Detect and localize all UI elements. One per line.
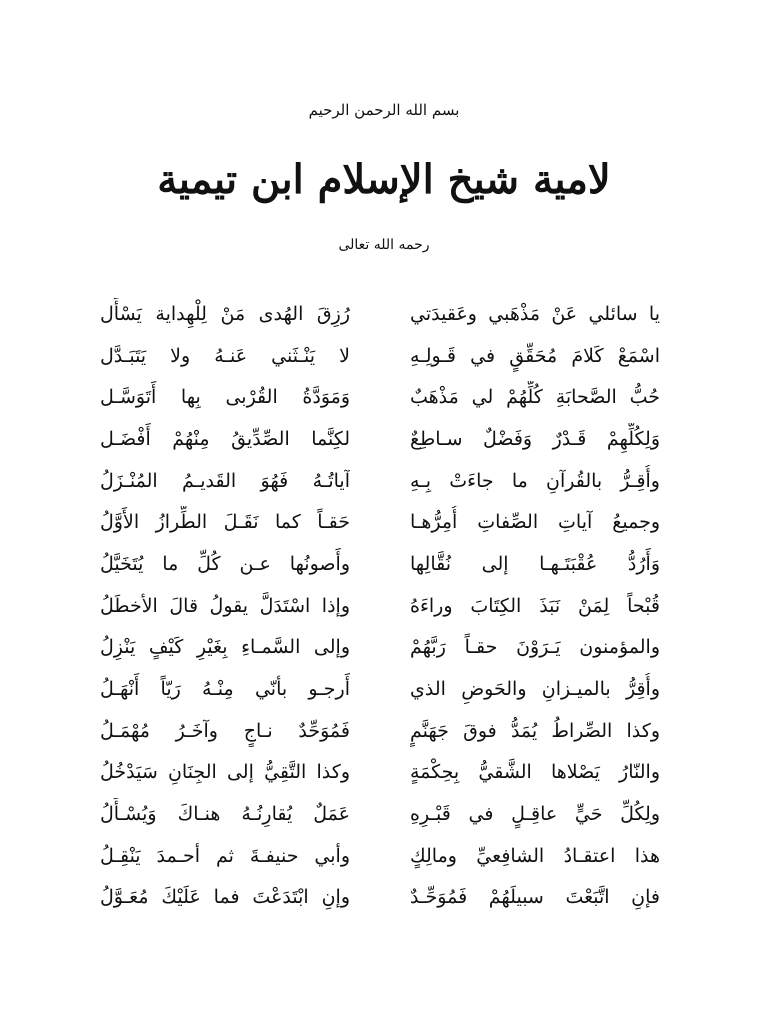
verse	[100, 460, 660, 502]
verse	[100, 376, 660, 418]
verse	[100, 293, 660, 335]
verse	[100, 710, 660, 752]
verse	[100, 543, 660, 585]
verse-first-half: وأُقِرُّ بالميـزانِ والحَوضِ الذي	[410, 678, 660, 701]
verse-second-half: لا يَنْـثَني عَنـهُ ولا يَتَبَـدَّل	[100, 344, 350, 367]
verse-second-half: وَمَوَدَّةُ القُرْبى بِها أَتَوَسَّـل	[100, 386, 350, 409]
verse	[100, 835, 660, 877]
verse-first-half: يا سائلي عَنْ مَذْهَبي وعَقيدَتي	[410, 302, 660, 325]
verse	[100, 585, 660, 627]
poem	[100, 293, 660, 918]
verse-second-half: عَمَلٌ يُقارِنُـهُ هنـاكَ وَيُسْـأَلُ	[100, 803, 350, 826]
verse	[100, 418, 660, 460]
verse	[100, 627, 660, 669]
verse-second-half: وإنِ ابْتَدَعْتَ فما عَلَيْكَ مُعَـوَّلُ	[100, 886, 350, 909]
verse	[100, 501, 660, 543]
verse	[100, 335, 660, 377]
verse-second-half: وإلى السَّمـاءِ بِغَيْرِ كَيْفٍ يَنْزِلُ	[100, 636, 350, 659]
verse	[100, 793, 660, 835]
verse	[100, 668, 660, 710]
verse-first-half: وجميعُ آياتِ الصِّفاتِ أُمِرُّهـا	[410, 511, 660, 534]
author-dua: رحمه الله تعالى	[338, 237, 430, 253]
verse-first-half: فإنِ اتَّبَعْتَ سبيلَهُمْ فَمُوَحِّـدٌ	[410, 886, 660, 909]
verse-second-half: وأبي حنيفـةَ ثم أحـمدَ يَنْقِـلُ	[100, 844, 350, 867]
verse-second-half: آياتُـهُ فَهُوَ القَديـمُ المُنْـزَلُ	[100, 469, 350, 492]
basmala: بسم الله الرحمن الرحيم	[308, 101, 460, 119]
verse-second-half: فَمُوَحِّدٌ نـاجٍ وآخَـرُ مُهْمَـلُ	[100, 719, 350, 742]
verse-first-half: وكذا الصِّراطُ يُمَدُّ فوقَ جَهَنَّمٍ	[410, 719, 660, 742]
verse-first-half: حُبُّ الصَّحابَةِ كُلِّهُمْ لي مَذْهَبٌ	[410, 386, 660, 409]
verse-second-half: أَرجـو بأنّي مِنْـهُ رَيّاً أَنْهَـلُ	[100, 678, 350, 701]
verse-first-half: اسْمَعْ كَلامَ مُحَقِّقٍ في قَـولِـهِ	[410, 344, 660, 367]
verse-second-half: وكذا التَّقِيُّ إلى الجِنَانِ سَيَدْخُلُ	[100, 761, 350, 784]
page-title: لامية شيخ الإسلام ابن تيمية	[157, 156, 611, 203]
verse-second-half: رُزِقَ الهُدى مَنْ لِلْهِداية يَسْأَل	[100, 302, 350, 325]
verse-first-half: والنّارُ يَصْلاها الشَّقيُّ بِحِكْمَةٍ	[410, 761, 660, 784]
verse	[100, 752, 660, 794]
verse-first-half: وَأَرُدُّ عُقْبَتَـهـا إلى نُقَّالِها	[410, 552, 660, 575]
verse	[100, 877, 660, 919]
verse-first-half: وأُقِـرُّ بالقُرآنِ ما جاءَتْ بِـهِ	[410, 469, 660, 492]
verse-second-half: حَقـاً كما نَقَـلَ الطِّرازُ الأَوَّلُ	[100, 511, 350, 534]
verse-first-half: قُبْحاً لِمَنْ نَبَذَ الكِتَابَ وراءَهُ	[410, 594, 660, 617]
verse-first-half: ولِكُلِّ حَيٍّ عاقِـلٍ في قَبْـرِهِ	[410, 803, 660, 826]
verse-first-half: هذا اعتقـادُ الشافِعيِّ ومالِكٍ	[410, 844, 660, 867]
verse-first-half: والمؤمنون يَـرَوْنَ حقـاً رَبَّهُمْ	[410, 636, 660, 659]
verse-second-half: وإذا اسْتَدَلَّ يقولُ قالَ الأخطَلُ	[100, 594, 350, 617]
verse-first-half: وَلِكُلِّهِمْ قَـدْرٌ وَفَضْلٌ سـاطِعٌ	[410, 427, 660, 450]
verse-second-half: وأَصونُها عـن كُلِّ ما يُتَخَيَّلُ	[100, 552, 350, 575]
verse-second-half: لكِنَّما الصِّدِّيقُ مِنْهُمْ أَفْضَـل	[100, 427, 350, 450]
